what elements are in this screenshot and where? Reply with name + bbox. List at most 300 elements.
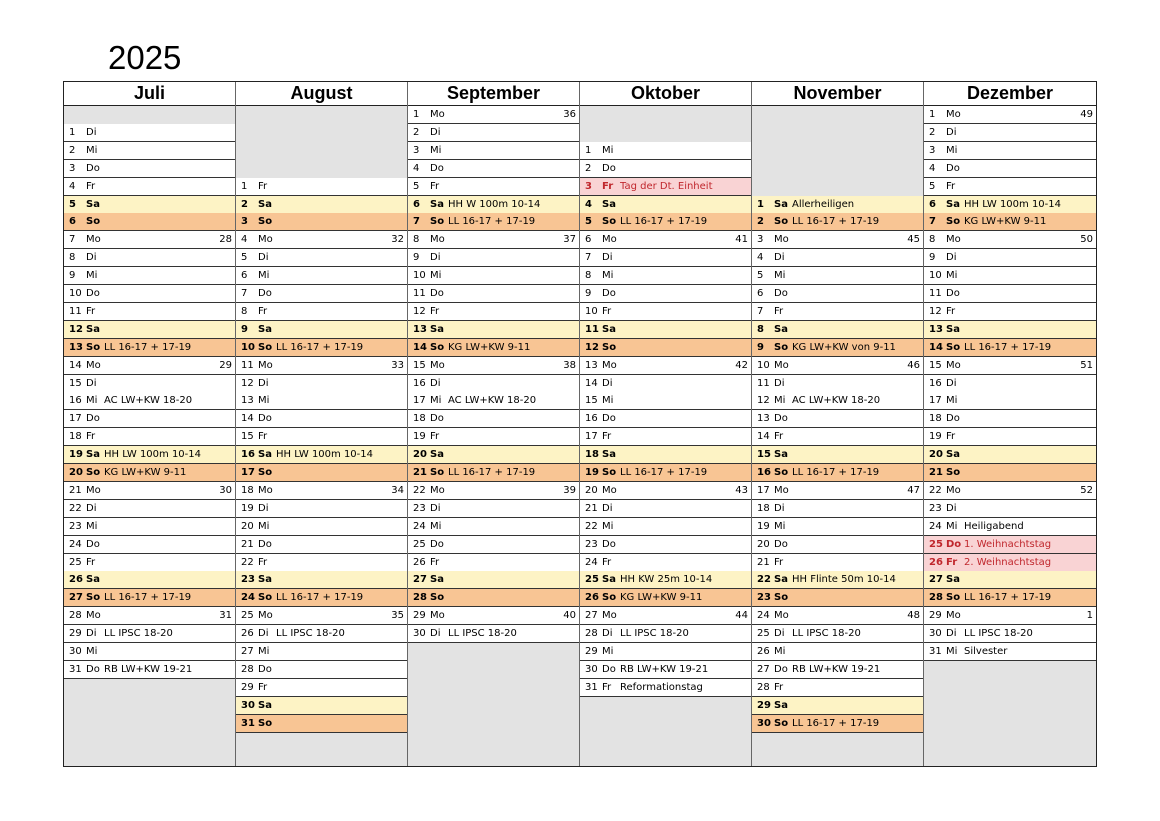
day-number: 11	[585, 323, 599, 335]
day-number: 11	[413, 288, 426, 299]
day-cell[interactable]	[924, 249, 1096, 267]
day-number: 17	[69, 413, 82, 425]
day-cell[interactable]	[64, 321, 235, 339]
day-cell[interactable]	[924, 375, 1096, 393]
day-number: 2	[69, 144, 76, 156]
day-cell[interactable]	[580, 679, 751, 697]
day-number: 26	[929, 556, 943, 568]
day-cell[interactable]	[408, 410, 579, 428]
day-cell[interactable]	[64, 196, 235, 214]
day-cell[interactable]	[580, 160, 751, 178]
day-cell[interactable]	[64, 160, 235, 178]
day-cell[interactable]	[924, 196, 1096, 214]
day-cell[interactable]	[236, 697, 407, 715]
month-header: Oktober	[580, 82, 751, 106]
day-number: 23	[413, 502, 426, 514]
day-cell[interactable]	[752, 375, 923, 393]
day-cell[interactable]	[408, 106, 579, 124]
day-cell[interactable]	[752, 357, 923, 375]
weekday-label: Fr	[430, 431, 440, 443]
day-cell[interactable]	[580, 571, 751, 589]
day-cell[interactable]	[752, 213, 923, 231]
day-cell[interactable]	[752, 482, 923, 500]
weekday-label: Fr	[946, 180, 956, 192]
day-cell[interactable]	[924, 106, 1096, 124]
weekday-label: Mi	[86, 395, 98, 407]
day-number: 23	[241, 574, 255, 586]
day-cell[interactable]	[236, 249, 407, 267]
day-cell[interactable]	[580, 303, 751, 321]
day-cell[interactable]	[236, 536, 407, 554]
day-cell[interactable]	[924, 446, 1096, 464]
day-cell[interactable]	[924, 554, 1096, 572]
day-cell[interactable]	[236, 464, 407, 482]
day-number: 24	[929, 520, 942, 532]
day-cell[interactable]	[236, 715, 407, 733]
day-cell[interactable]	[752, 321, 923, 339]
day-number: 27	[69, 592, 83, 604]
weekday-label: Di	[258, 628, 269, 640]
day-cell[interactable]	[924, 482, 1096, 500]
day-cell[interactable]	[924, 357, 1096, 375]
weekday-label: Fr	[774, 556, 784, 568]
day-cell[interactable]	[752, 589, 923, 607]
day-cell[interactable]	[580, 267, 751, 285]
day-cell[interactable]	[408, 249, 579, 267]
day-cell[interactable]	[752, 715, 923, 733]
weekday-label: Mi	[258, 270, 270, 282]
weekday-label: Fr	[86, 556, 96, 568]
day-cell[interactable]	[64, 518, 235, 536]
day-cell[interactable]	[64, 661, 235, 679]
day-number: 2	[585, 162, 592, 174]
day-cell[interactable]	[924, 303, 1096, 321]
day-cell[interactable]	[924, 285, 1096, 303]
day-cell[interactable]	[408, 196, 579, 214]
weekday-label: Di	[430, 628, 441, 640]
day-cell[interactable]	[752, 249, 923, 267]
day-cell[interactable]	[64, 142, 235, 160]
weekday-label: Fr	[602, 305, 612, 317]
day-cell[interactable]	[236, 571, 407, 589]
day-cell[interactable]	[752, 303, 923, 321]
day-cell[interactable]	[924, 160, 1096, 178]
day-cell[interactable]	[752, 571, 923, 589]
day-cell[interactable]	[580, 536, 751, 554]
weekday-label: So	[430, 467, 445, 478]
day-cell[interactable]	[752, 339, 923, 357]
weekday-label: Mi	[86, 144, 98, 156]
weekday-label: So	[774, 717, 789, 729]
day-cell[interactable]	[580, 392, 751, 410]
day-cell[interactable]	[236, 410, 407, 428]
day-cell[interactable]	[924, 518, 1096, 536]
day-cell[interactable]	[64, 392, 235, 410]
month-column-august	[236, 82, 408, 766]
day-cell[interactable]	[752, 500, 923, 518]
day-number: 29	[69, 628, 82, 640]
day-cell[interactable]	[580, 285, 751, 303]
day-cell[interactable]	[236, 178, 407, 196]
day-cell[interactable]	[64, 589, 235, 607]
weekday-label: Mo	[86, 484, 101, 496]
day-cell[interactable]	[752, 643, 923, 661]
day-number: 13	[757, 413, 770, 425]
day-cell[interactable]	[408, 464, 579, 482]
day-cell[interactable]	[408, 536, 579, 554]
day-cell[interactable]	[580, 643, 751, 661]
weekday-label: Sa	[86, 574, 100, 586]
day-number: 29	[585, 646, 598, 657]
weekday-label: Do	[602, 162, 616, 174]
day-cell[interactable]	[580, 142, 751, 160]
day-cell[interactable]	[64, 267, 235, 285]
week-number: 36	[563, 109, 576, 120]
day-cell[interactable]	[64, 428, 235, 446]
weekday-label: Sa	[258, 198, 272, 210]
weekday-label: Sa	[774, 198, 788, 210]
day-cell[interactable]	[408, 339, 579, 357]
week-number: 45	[907, 234, 920, 246]
day-number: 18	[929, 413, 942, 425]
event-text: 1. Weihnachtstag	[964, 538, 1052, 550]
day-cell[interactable]	[924, 607, 1096, 625]
day-cell[interactable]	[408, 428, 579, 446]
day-cell[interactable]	[580, 482, 751, 500]
day-cell[interactable]	[236, 231, 407, 249]
day-cell[interactable]	[924, 339, 1096, 357]
day-cell[interactable]	[408, 518, 579, 536]
weekday-label: Fr	[258, 431, 268, 443]
weekday-label: So	[430, 341, 445, 353]
weekday-label: Mo	[430, 234, 445, 246]
day-cell[interactable]	[236, 518, 407, 536]
day-cell[interactable]	[580, 339, 751, 357]
weekday-label: Fr	[774, 431, 784, 443]
day-cell[interactable]	[64, 554, 235, 572]
day-cell[interactable]	[924, 267, 1096, 285]
day-number: 22	[929, 484, 942, 496]
weekday-label: Fr	[86, 180, 96, 192]
week-number: 40	[563, 610, 576, 622]
day-cell[interactable]	[236, 303, 407, 321]
day-cell[interactable]	[580, 357, 751, 375]
day-cell[interactable]	[924, 428, 1096, 446]
weekday-label: So	[258, 717, 273, 729]
day-cell[interactable]	[408, 231, 579, 249]
day-number: 13	[241, 395, 254, 407]
day-cell[interactable]	[408, 213, 579, 231]
day-number: 31	[241, 717, 255, 729]
day-cell[interactable]	[580, 518, 751, 536]
weekday-label: So	[258, 467, 273, 478]
day-cell[interactable]	[924, 625, 1096, 643]
day-cell[interactable]	[64, 303, 235, 321]
day-cell[interactable]	[752, 679, 923, 697]
day-cell[interactable]	[580, 554, 751, 572]
day-cell[interactable]	[64, 213, 235, 231]
day-cell[interactable]	[236, 392, 407, 410]
day-number: 8	[929, 234, 936, 246]
day-cell[interactable]	[408, 500, 579, 518]
day-number: 10	[757, 359, 770, 371]
weekday-label: Do	[946, 538, 962, 550]
day-cell[interactable]	[408, 303, 579, 321]
day-cell[interactable]	[408, 571, 579, 589]
day-cell[interactable]	[64, 285, 235, 303]
day-cell[interactable]	[408, 375, 579, 393]
day-cell[interactable]	[64, 500, 235, 518]
week-number: 30	[219, 484, 232, 496]
day-cell[interactable]	[580, 661, 751, 679]
day-cell[interactable]	[64, 536, 235, 554]
day-cell[interactable]	[236, 357, 407, 375]
day-cell[interactable]	[924, 213, 1096, 231]
weekday-label: Fr	[774, 305, 784, 317]
day-cell[interactable]	[64, 231, 235, 249]
day-number: 16	[69, 395, 82, 407]
day-cell[interactable]	[752, 446, 923, 464]
day-cell[interactable]	[64, 410, 235, 428]
day-number: 18	[69, 431, 82, 443]
day-cell[interactable]	[580, 428, 751, 446]
weekday-label: Sa	[258, 699, 272, 711]
day-cell[interactable]	[924, 500, 1096, 518]
day-cell[interactable]	[408, 357, 579, 375]
day-number: 4	[413, 162, 420, 174]
day-cell[interactable]	[752, 464, 923, 482]
day-number: 31	[585, 681, 598, 693]
day-cell[interactable]	[580, 178, 751, 196]
day-number: 21	[585, 502, 598, 514]
day-cell[interactable]	[580, 589, 751, 607]
day-cell[interactable]	[64, 124, 235, 142]
day-number: 15	[585, 395, 598, 407]
day-number: 31	[69, 663, 82, 675]
week-number: 28	[219, 234, 232, 246]
weekday-label: Mo	[258, 359, 273, 371]
day-number: 3	[241, 216, 248, 228]
day-cell[interactable]	[408, 160, 579, 178]
day-cell[interactable]	[580, 464, 751, 482]
day-cell[interactable]	[408, 589, 579, 607]
day-cell[interactable]	[408, 554, 579, 572]
day-cell[interactable]	[924, 589, 1096, 607]
day-cell[interactable]	[236, 643, 407, 661]
weekday-label: Sa	[430, 574, 444, 586]
day-cell[interactable]	[408, 321, 579, 339]
day-number: 16	[757, 467, 771, 478]
day-cell[interactable]	[408, 392, 579, 410]
event-text: HH LW 100m 10-14	[104, 449, 202, 461]
day-cell[interactable]	[408, 446, 579, 464]
day-cell[interactable]	[752, 231, 923, 249]
day-cell[interactable]	[580, 375, 751, 393]
day-cell[interactable]	[752, 661, 923, 679]
day-cell[interactable]	[236, 285, 407, 303]
day-cell[interactable]	[236, 679, 407, 697]
day-cell[interactable]	[924, 142, 1096, 160]
weekday-label: Fr	[602, 681, 612, 693]
day-cell[interactable]	[924, 571, 1096, 589]
day-number: 28	[757, 681, 770, 693]
day-number: 26	[413, 556, 426, 568]
day-cell[interactable]	[408, 142, 579, 160]
day-cell[interactable]	[64, 464, 235, 482]
day-cell[interactable]	[580, 625, 751, 643]
weekday-label: Mi	[430, 270, 442, 282]
day-cell[interactable]	[752, 697, 923, 715]
day-cell[interactable]	[236, 267, 407, 285]
weekday-label: Mo	[602, 610, 617, 622]
event-text: KG LW+KW von 9-11	[792, 341, 896, 353]
day-number: 10	[585, 305, 598, 317]
day-cell[interactable]	[236, 196, 407, 214]
day-cell[interactable]	[580, 213, 751, 231]
event-text: HH Flinte 50m 10-14	[792, 574, 896, 586]
day-cell[interactable]	[236, 339, 407, 357]
day-cell[interactable]	[64, 607, 235, 625]
day-cell[interactable]	[236, 321, 407, 339]
day-number: 30	[69, 646, 82, 657]
day-cell[interactable]	[236, 625, 407, 643]
event-text: HH LW 100m 10-14	[964, 198, 1062, 210]
day-cell[interactable]	[236, 554, 407, 572]
day-cell[interactable]	[752, 285, 923, 303]
day-number: 21	[757, 556, 770, 568]
weekday-label: Mi	[86, 270, 98, 282]
day-cell[interactable]	[924, 643, 1096, 661]
day-cell[interactable]	[580, 231, 751, 249]
day-cell[interactable]	[752, 392, 923, 410]
day-cell[interactable]	[64, 357, 235, 375]
calendar-year-title: 2025	[108, 39, 182, 76]
weekday-label: Di	[86, 628, 97, 640]
day-number: 17	[757, 484, 770, 496]
day-cell[interactable]	[752, 607, 923, 625]
day-number: 20	[413, 449, 427, 461]
day-number: 9	[585, 288, 592, 299]
day-cell[interactable]	[408, 285, 579, 303]
week-number: 33	[391, 359, 404, 371]
weekday-label: Mi	[774, 270, 786, 282]
weekday-label: Mo	[430, 610, 445, 622]
day-number: 10	[241, 341, 255, 353]
day-cell[interactable]	[752, 410, 923, 428]
day-cell[interactable]	[752, 625, 923, 643]
month-column-dezember	[924, 82, 1096, 766]
day-cell[interactable]	[580, 321, 751, 339]
day-number: 27	[585, 610, 598, 622]
day-cell[interactable]	[408, 482, 579, 500]
day-cell[interactable]	[64, 178, 235, 196]
event-text: KG LW+KW 9-11	[964, 216, 1047, 228]
day-number: 4	[69, 180, 76, 192]
day-cell[interactable]	[924, 392, 1096, 410]
day-cell[interactable]	[752, 536, 923, 554]
day-number: 21	[69, 484, 82, 496]
day-number: 16	[413, 377, 426, 389]
day-number: 14	[241, 413, 254, 425]
day-number: 1	[69, 126, 76, 138]
day-cell[interactable]	[64, 446, 235, 464]
day-cell[interactable]	[580, 196, 751, 214]
day-cell[interactable]	[64, 571, 235, 589]
day-cell[interactable]	[924, 178, 1096, 196]
day-cell[interactable]	[64, 375, 235, 393]
day-cell[interactable]	[236, 500, 407, 518]
day-cell[interactable]	[236, 607, 407, 625]
event-text: LL 16-17 + 17-19	[620, 216, 708, 228]
day-number: 18	[585, 449, 599, 461]
day-cell[interactable]	[236, 428, 407, 446]
day-cell[interactable]	[408, 625, 579, 643]
day-cell[interactable]	[408, 124, 579, 142]
day-cell[interactable]	[236, 661, 407, 679]
day-number: 24	[413, 520, 426, 532]
day-cell[interactable]	[408, 178, 579, 196]
day-number: 21	[929, 467, 943, 478]
weekday-label: So	[774, 216, 789, 228]
day-cell[interactable]	[580, 607, 751, 625]
day-cell[interactable]	[580, 249, 751, 267]
day-number: 17	[929, 395, 942, 407]
day-cell[interactable]	[408, 267, 579, 285]
weekday-label: Fr	[86, 305, 96, 317]
day-cell[interactable]	[752, 518, 923, 536]
event-text: RB LW+KW 19-21	[620, 663, 709, 675]
day-cell[interactable]	[64, 339, 235, 357]
day-cell[interactable]	[924, 124, 1096, 142]
day-number: 29	[413, 610, 426, 622]
day-cell[interactable]	[580, 410, 751, 428]
day-cell[interactable]	[236, 482, 407, 500]
day-number: 9	[413, 252, 420, 264]
day-cell[interactable]	[64, 482, 235, 500]
event-text: LL IPSC 18-20	[276, 628, 345, 640]
day-cell[interactable]	[752, 196, 923, 214]
day-number: 12	[69, 323, 83, 335]
day-cell[interactable]	[408, 607, 579, 625]
day-cell[interactable]	[924, 464, 1096, 482]
event-text: LL 16-17 + 17-19	[792, 717, 880, 729]
day-cell[interactable]	[752, 554, 923, 572]
day-cell[interactable]	[924, 231, 1096, 249]
day-cell[interactable]	[752, 267, 923, 285]
weekday-label: Mi	[258, 520, 270, 532]
day-cell[interactable]	[236, 213, 407, 231]
day-cell[interactable]	[64, 249, 235, 267]
day-cell[interactable]	[924, 321, 1096, 339]
day-cell[interactable]	[64, 643, 235, 661]
event-text: LL 16-17 + 17-19	[792, 467, 880, 478]
day-number: 6	[757, 288, 764, 299]
day-cell[interactable]	[924, 410, 1096, 428]
day-cell[interactable]	[580, 500, 751, 518]
day-cell[interactable]	[236, 446, 407, 464]
month-column-juli	[64, 82, 236, 766]
day-number: 13	[929, 323, 943, 335]
day-cell[interactable]	[236, 589, 407, 607]
day-cell[interactable]	[236, 375, 407, 393]
week-number: 32	[391, 234, 404, 246]
day-cell[interactable]	[64, 625, 235, 643]
day-number: 10	[69, 288, 82, 299]
day-cell[interactable]	[752, 428, 923, 446]
day-cell[interactable]	[924, 536, 1096, 554]
day-cell[interactable]	[580, 446, 751, 464]
weekday-label: Fr	[258, 180, 268, 192]
